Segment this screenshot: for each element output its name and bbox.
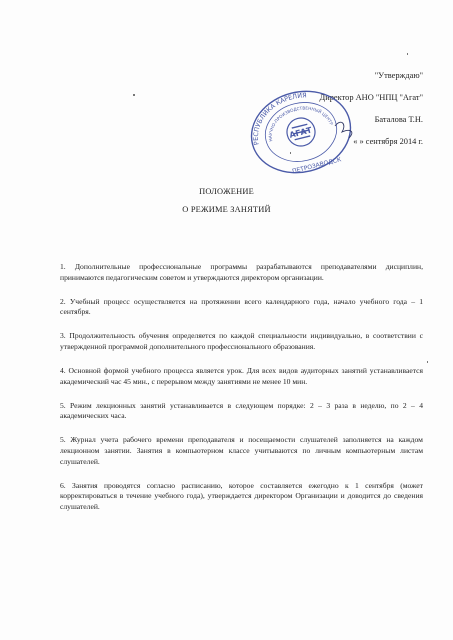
paragraph-3: 3. Продолжительность обучения определяется по каждой специальности индивидуально, в соответствии с утвержденной программой дополнительного профессионального образования. [60, 331, 423, 351]
paragraph-5: 5. Режим лекционных занятий устанавливается в следующем порядке: 2 – 3 раза в неделю, по 2 – 4 академических часа. [60, 400, 423, 421]
svg-text:АГАТ: АГАТ [288, 125, 313, 140]
paragraph-6: 5. Журнал учета рабочего времени преподавателя и посещаемости слушателей заполняется на каждом лекционном занятии. Занятия в компьютерном классе учитываются по личным компьютерным листам слушателей. [60, 435, 423, 466]
svg-text:РЕСПУБЛИКА КАРЕЛИЯ: РЕСПУБЛИКА КАРЕЛИЯ [251, 91, 307, 146]
document-subtitle: О РЕЖИМЕ ЗАНЯТИЙ [182, 205, 271, 214]
paragraph-7: 6. Занятия проводятся согласно расписанию, которое составляется ежегодно к 1 сентября (может корректироваться в течение учебного года), утверждается директором Организации и доводится до сведения слушателей. [60, 480, 423, 511]
approval-position: Директор АНО "НПЦ "Агат" [319, 93, 423, 102]
document-title: ПОЛОЖЕНИЕ [199, 187, 254, 196]
approval-name: Баталова Т.Н. [374, 115, 423, 124]
scan-dot [290, 152, 291, 154]
svg-text:ПЕТРОЗАВОДСК: ПЕТРОЗАВОДСК [291, 156, 342, 176]
paragraph-2: 2. Учебный процесс осуществляется на протяжении всего календарного года, начало учебного года – 1 сентября. [60, 296, 423, 317]
document-body [60, 262, 423, 526]
paragraph-1: 1. Дополнительные профессиональные программы разрабатываются преподавателями дисциплин, принимаются педагогическим советом и утверждаются директором организации. [60, 262, 423, 282]
scan-dot [133, 94, 135, 96]
organization-seal-stamp [243, 88, 359, 176]
approval-date: « » сентября 2014 г. [353, 137, 423, 146]
scan-dot [427, 361, 428, 363]
scan-dot [407, 53, 408, 55]
svg-text:НАУЧНО-ПРОИЗВОДСТВЕННЫЙ ЦЕНТР: НАУЧНО-ПРОИЗВОДСТВЕННЫЙ ЦЕНТР [267, 105, 334, 142]
paragraph-4: 4. Основной формой учебного процесса является урок. Для всех видов аудиторных занятий устанавливается академический час 45 мин., с перерывом между занятиями не менее 10 мин. [60, 366, 423, 386]
approval-heading: "Утверждаю" [374, 71, 423, 80]
